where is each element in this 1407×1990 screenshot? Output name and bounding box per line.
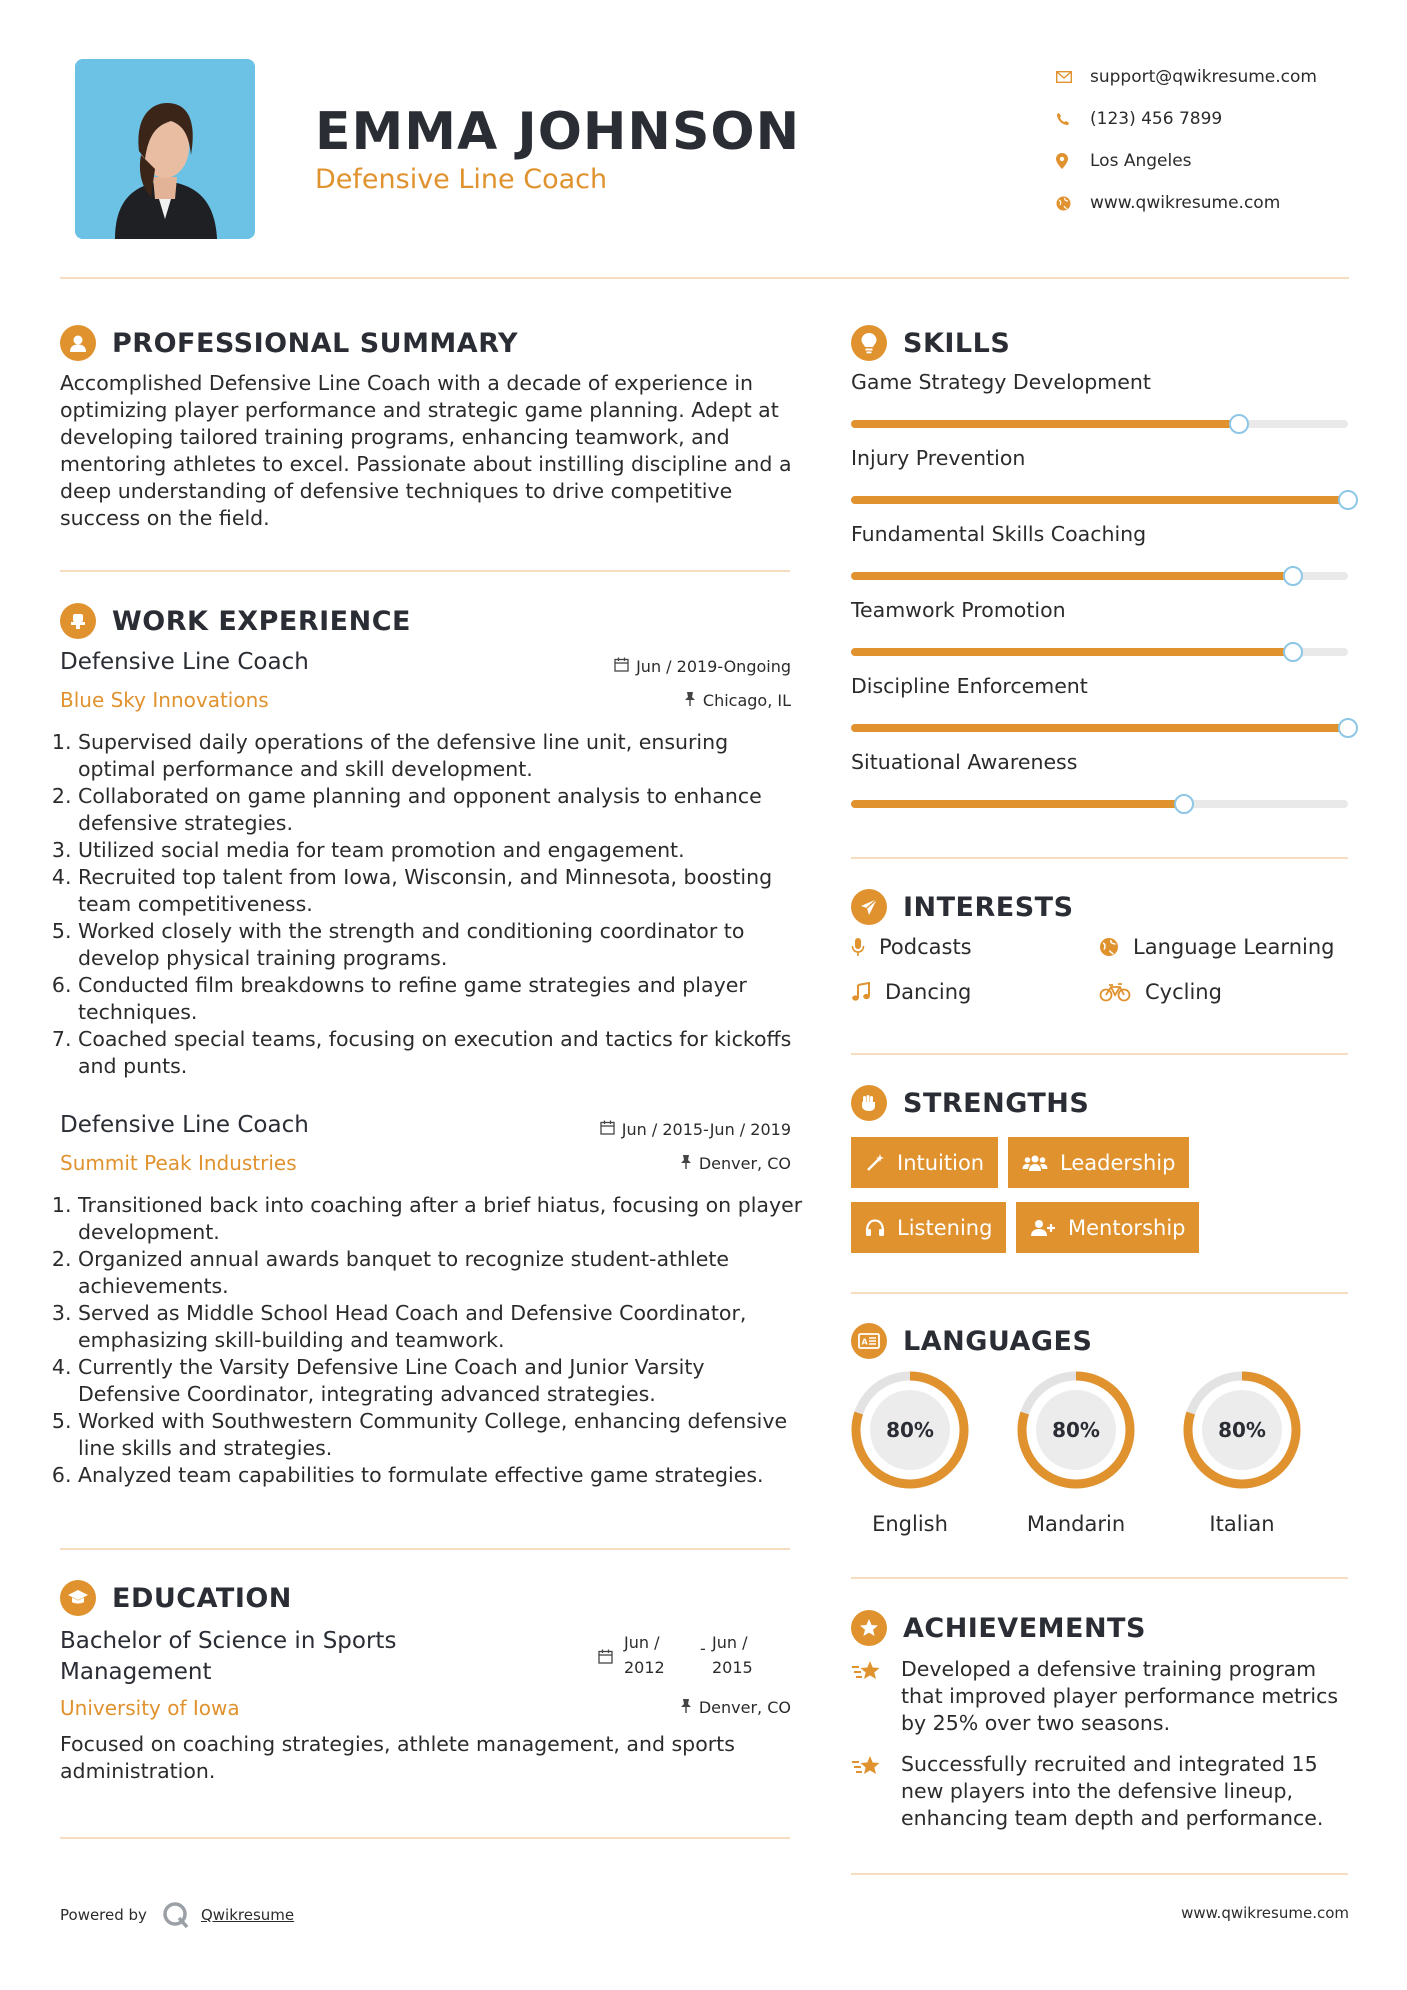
skill-fill <box>851 572 1293 580</box>
experience-title: WORK EXPERIENCE <box>112 605 411 637</box>
bicycle-icon <box>1099 982 1131 1002</box>
list-item: 4. Recruited top talent from Iowa, Wisconsin, and Minnesota, boosting team competitiveness. <box>78 864 805 918</box>
calendar-icon <box>598 1646 613 1671</box>
language-item <box>1180 1368 1304 1536</box>
header-divider <box>60 277 1349 279</box>
contact-website-row[interactable] <box>1056 182 1386 224</box>
id-card-icon <box>851 1323 887 1359</box>
footer-website[interactable]: www.qwikresume.com <box>1181 1904 1349 1922</box>
language-percent: 80% <box>886 1418 934 1442</box>
education-location: Denver, CO <box>540 1698 791 1717</box>
school-name: University of Iowa <box>60 1696 240 1720</box>
summary-heading <box>60 325 518 361</box>
candidate-name: EMMA JOHNSON <box>315 102 801 162</box>
skill-item <box>851 370 1348 428</box>
interest-cycling: Cycling <box>1099 980 1222 1004</box>
raised-fist-icon <box>851 1085 887 1121</box>
education-divider <box>60 1837 790 1839</box>
lightbulb-icon <box>851 325 887 361</box>
education-title: EDUCATION <box>112 1582 292 1614</box>
headphones-icon <box>865 1218 885 1238</box>
skill-item <box>851 674 1348 732</box>
degree-title: Bachelor of Science in Sports Management <box>60 1628 397 1685</box>
skill-fill <box>851 800 1184 808</box>
skill-label: Situational Awareness <box>851 750 1078 774</box>
interest-dancing: Dancing <box>851 980 971 1004</box>
globe-icon <box>1099 937 1119 957</box>
skills-divider <box>851 857 1348 859</box>
magic-wand-icon <box>865 1153 885 1173</box>
skill-level-knob <box>1283 642 1303 662</box>
qwikresume-link[interactable]: Qwikresume <box>200 1906 295 1924</box>
list-item: 4. Currently the Varsity Defensive Line Coach and Junior Varsity Defensive Coordinator, integrating advanced strategies. <box>78 1354 805 1408</box>
job-1-duties <box>60 729 805 1080</box>
skill-track <box>851 420 1348 428</box>
candidate-title: Defensive Line Coach <box>315 164 608 195</box>
skill-track <box>851 724 1348 732</box>
experience-heading <box>60 603 411 639</box>
person-portrait-icon <box>75 59 255 239</box>
job-2-title: Defensive Line Coach <box>60 1112 309 1138</box>
achievements-title: ACHIEVEMENTS <box>903 1612 1146 1644</box>
contact-website: www.qwikresume.com <box>1090 193 1281 213</box>
skill-label: Game Strategy Development <box>851 370 1151 394</box>
skill-fill <box>851 724 1348 732</box>
language-item <box>1014 1368 1138 1536</box>
language-percent: 80% <box>1052 1418 1100 1442</box>
skill-level-knob <box>1229 414 1249 434</box>
achievements-heading <box>851 1610 1146 1646</box>
language-label: Mandarin <box>1026 1512 1126 1536</box>
interests-title: INTERESTS <box>903 891 1074 923</box>
profile-photo <box>75 59 255 239</box>
job-2-date: Jun / 2015-Jun / 2019 <box>520 1120 791 1139</box>
pushpin-icon <box>680 1154 692 1173</box>
briefcase-icon <box>60 603 96 639</box>
skill-fill <box>851 648 1293 656</box>
strength-tag-leadership: Leadership <box>1008 1137 1189 1188</box>
summary-divider <box>60 570 790 572</box>
interests-divider <box>851 1053 1348 1055</box>
languages-heading <box>851 1323 1092 1359</box>
skills-heading <box>851 325 1010 361</box>
list-item: 6. Conducted film breakdowns to refine game strategies and player techniques. <box>78 972 805 1026</box>
contact-location: Los Angeles <box>1090 151 1192 171</box>
shooting-star-icon <box>851 1658 883 1737</box>
language-percent: 80% <box>1218 1418 1266 1442</box>
language-ring <box>1014 1368 1138 1492</box>
star-badge-icon <box>851 1610 887 1646</box>
job-2-company: Summit Peak Industries <box>60 1151 297 1175</box>
language-item <box>848 1368 972 1536</box>
list-item: 5. Worked closely with the strength and conditioning coordinator to develop physical training programs. <box>78 918 805 972</box>
skill-track <box>851 800 1348 808</box>
strengths-divider <box>851 1292 1348 1294</box>
experience-divider <box>60 1548 790 1550</box>
language-label: English <box>872 1512 948 1536</box>
language-ring <box>1180 1368 1304 1492</box>
envelope-icon <box>1056 71 1090 83</box>
skill-fill <box>851 496 1348 504</box>
list-item: 3. Served as Middle School Head Coach and Defensive Coordinator, emphasizing skill-building and teamwork. <box>78 1300 805 1354</box>
skill-level-knob <box>1174 794 1194 814</box>
music-note-icon <box>851 982 871 1002</box>
education-text: Focused on coaching strategies, athlete management, and sports administration. <box>60 1732 735 1783</box>
contact-phone: (123) 456 7899 <box>1090 109 1223 129</box>
shooting-star-icon <box>851 1753 883 1832</box>
languages-divider <box>851 1577 1348 1579</box>
summary-title: PROFESSIONAL SUMMARY <box>112 327 519 359</box>
job-1-title: Defensive Line Coach <box>60 649 309 675</box>
strengths-title: STRENGTHS <box>903 1087 1090 1119</box>
skill-item <box>851 598 1348 656</box>
map-pin-icon <box>1056 153 1090 169</box>
strength-tag-listening: Listening <box>851 1202 1006 1253</box>
pushpin-icon <box>680 1698 692 1717</box>
languages-title: LANGUAGES <box>903 1325 1093 1357</box>
language-ring <box>848 1368 972 1492</box>
job-2-location: Denver, CO <box>540 1154 791 1173</box>
strength-tag-intuition: Intuition <box>851 1137 998 1188</box>
footer-powered-by: Powered by Qwikresume <box>60 1900 294 1930</box>
interests-heading <box>851 889 1074 925</box>
user-icon <box>60 325 96 361</box>
microphone-icon <box>851 937 865 957</box>
skill-track <box>851 496 1348 504</box>
skill-track <box>851 572 1348 580</box>
qwikresume-logo-icon <box>161 1900 191 1930</box>
list-item: 5. Worked with Southwestern Community College, enhancing defensive line skills and strategies. <box>78 1408 805 1462</box>
skill-track <box>851 648 1348 656</box>
skill-item <box>851 750 1348 808</box>
education-heading <box>60 1580 292 1616</box>
calendar-icon <box>614 657 629 676</box>
list-item: 1. Supervised daily operations of the defensive line unit, ensuring optimal performance and skill development. <box>78 729 805 783</box>
summary-text: Accomplished Defensive Line Coach with a decade of experience in optimizing player performance and strategic game planning. Adept at developing tailored training programs, enhancing teamwork, and mentoring athletes to excel. Passionate about instilling discipline and a deep understanding of defensive techniques to drive competitive success on the field. <box>60 371 792 530</box>
calendar-icon <box>600 1120 615 1139</box>
interest-podcasts: Podcasts <box>851 935 972 959</box>
list-item: 6. Analyzed team capabilities to formulate effective game strategies. <box>78 1462 805 1489</box>
phone-icon <box>1056 112 1090 126</box>
contact-email: support@qwikresume.com <box>1090 67 1317 87</box>
strengths-heading <box>851 1085 1089 1121</box>
users-icon <box>1022 1153 1048 1173</box>
contact-location-row <box>1056 140 1386 182</box>
skill-fill <box>851 420 1239 428</box>
skill-item <box>851 446 1348 504</box>
contact-email-row[interactable] <box>1056 56 1386 98</box>
skills-title: SKILLS <box>903 327 1011 359</box>
list-item: 3. Utilized social media for team promotion and engagement. <box>78 837 805 864</box>
skill-label: Discipline Enforcement <box>851 674 1088 698</box>
education-date: Jun / 2012 - Jun / 2015 <box>598 1630 758 1680</box>
pushpin-icon <box>684 691 696 710</box>
skill-level-knob <box>1338 490 1358 510</box>
user-plus-icon <box>1030 1218 1056 1238</box>
achievement-item: Developed a defensive training program that improved player performance metrics by 25% over two seasons. <box>851 1656 1361 1737</box>
contact-block <box>1056 56 1386 224</box>
skill-level-knob <box>1283 566 1303 586</box>
job-1-company: Blue Sky Innovations <box>60 688 269 712</box>
list-item: 1. Transitioned back into coaching after a brief hiatus, focusing on player development. <box>78 1192 805 1246</box>
graduation-cap-icon <box>60 1580 96 1616</box>
language-label: Italian <box>1209 1512 1275 1536</box>
skill-label: Injury Prevention <box>851 446 1026 470</box>
skill-item <box>851 522 1348 580</box>
job-1-location: Chicago, IL <box>540 691 791 710</box>
list-item: 7. Coached special teams, focusing on execution and tactics for kickoffs and punts. <box>78 1026 805 1080</box>
skill-level-knob <box>1338 718 1358 738</box>
interest-language-learning: Language Learning <box>1099 935 1334 959</box>
svg-text:A: A <box>861 1337 868 1347</box>
job-2-duties <box>60 1192 805 1489</box>
strength-tag-mentorship: Mentorship <box>1016 1202 1199 1253</box>
globe-icon <box>1056 196 1090 211</box>
achievements-divider <box>851 1873 1348 1875</box>
achievement-item: Successfully recruited and integrated 15 new players into the defensive lineup, enhancing team depth and performance. <box>851 1751 1361 1832</box>
contact-phone-row[interactable] <box>1056 98 1386 140</box>
list-item: 2. Organized annual awards banquet to recognize student-athlete achievements. <box>78 1246 805 1300</box>
list-item: 2. Collaborated on game planning and opponent analysis to enhance defensive strategies. <box>78 783 805 837</box>
paper-plane-icon <box>851 889 887 925</box>
job-1-date: Jun / 2019-Ongoing <box>540 657 791 676</box>
skill-label: Teamwork Promotion <box>851 598 1066 622</box>
skill-label: Fundamental Skills Coaching <box>851 522 1147 546</box>
